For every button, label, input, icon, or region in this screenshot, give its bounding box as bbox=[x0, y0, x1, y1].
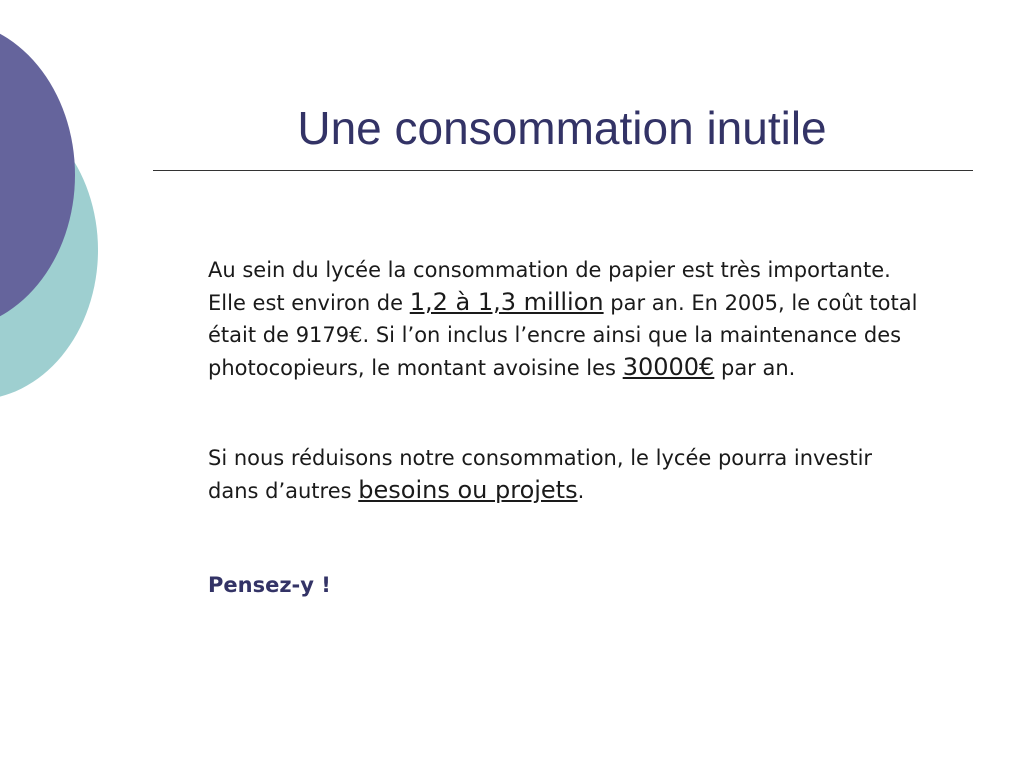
highlight-total-cost: 30000€ bbox=[622, 353, 715, 381]
title-divider bbox=[153, 170, 973, 171]
slide-body bbox=[208, 254, 918, 601]
slide-title: Une consommation inutile bbox=[297, 102, 827, 154]
paragraph-text: par an. bbox=[714, 356, 796, 380]
paragraph-paper-consumption bbox=[208, 254, 918, 384]
closing-call-to-action: Pensez-y ! bbox=[208, 573, 331, 597]
paragraph-text: par an. En 2005, le coût total était de 9179€. Si l’on inclus l’encre ainsi que la maintenance des photocopieurs, le montant avoisine les bbox=[208, 291, 918, 380]
highlight-needs-projects: besoins ou projets bbox=[358, 476, 578, 504]
paragraph-text: . bbox=[577, 479, 585, 503]
paragraph-savings bbox=[208, 442, 918, 507]
highlight-sheets-count: 1,2 à 1,3 million bbox=[409, 288, 604, 316]
paragraph-text: Si nous réduisons notre consommation, le lycée pourra investir dans d’autres bbox=[208, 446, 873, 503]
paragraph-text: Au sein du lycée la consommation de papier est très importante. Elle est environ de bbox=[208, 258, 891, 315]
